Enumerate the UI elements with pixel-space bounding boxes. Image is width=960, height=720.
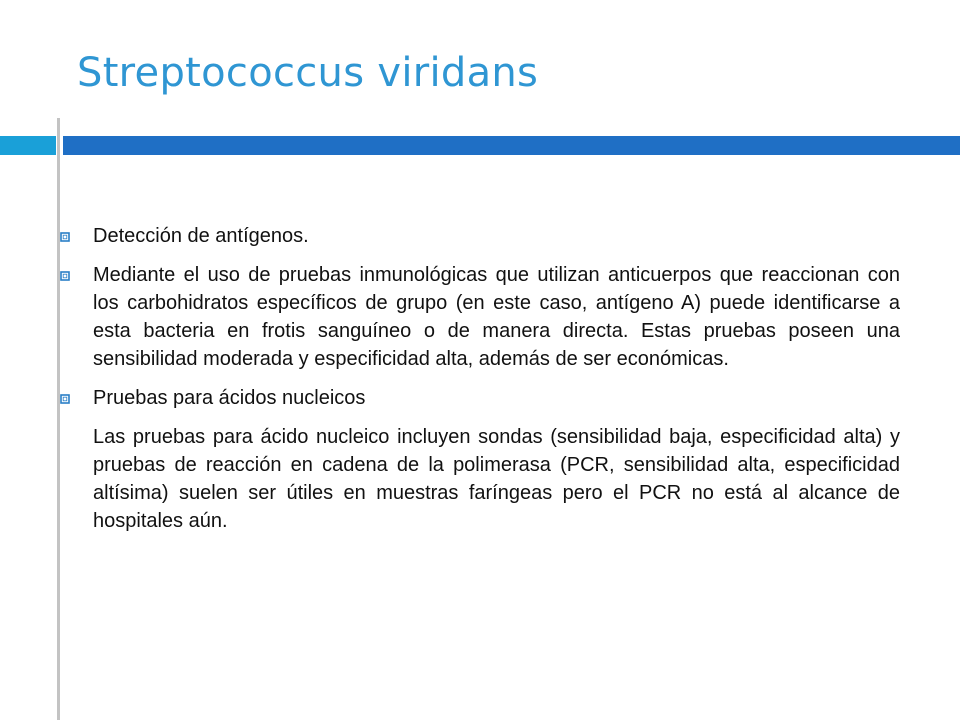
body-paragraph: [60, 423, 900, 535]
bullet-item: [60, 222, 900, 250]
bullet-item: [60, 384, 900, 412]
bullet-item: [60, 261, 900, 373]
paragraph-text: Las pruebas para ácido nucleico incluyen sondas (sensibilidad baja, especificidad alta) y pruebas de reacción en cadena de la polimerasa (PCR, sensibilidad alta, especificidad altísima) suelen ser útiles en muestras faríngeas pero el PCR no está al alcance de hospitales aún.: [93, 426, 900, 532]
bullet-text: Pruebas para ácidos nucleicos: [93, 387, 366, 409]
hollow-square-icon: [60, 271, 70, 281]
hollow-square-icon: [60, 232, 70, 242]
slide-title: Streptococcus viridans: [77, 50, 539, 96]
bullet-text: Mediante el uso de pruebas inmunológicas que utilizan anticuerpos que reaccionan con los carbohidratos específicos de grupo (en este caso, antígeno A) puede identificarse a esta bacteria en frotis sanguíneo o de manera directa. Estas pruebas poseen una sensibilidad moderada y especificidad alta, además de ser económicas.: [93, 264, 900, 370]
title-rule-right: [63, 136, 960, 155]
bullet-text: Detección de antígenos.: [93, 225, 309, 247]
title-rule-left: [0, 136, 56, 155]
slide-body: [60, 222, 900, 546]
hollow-square-icon: [60, 394, 70, 404]
